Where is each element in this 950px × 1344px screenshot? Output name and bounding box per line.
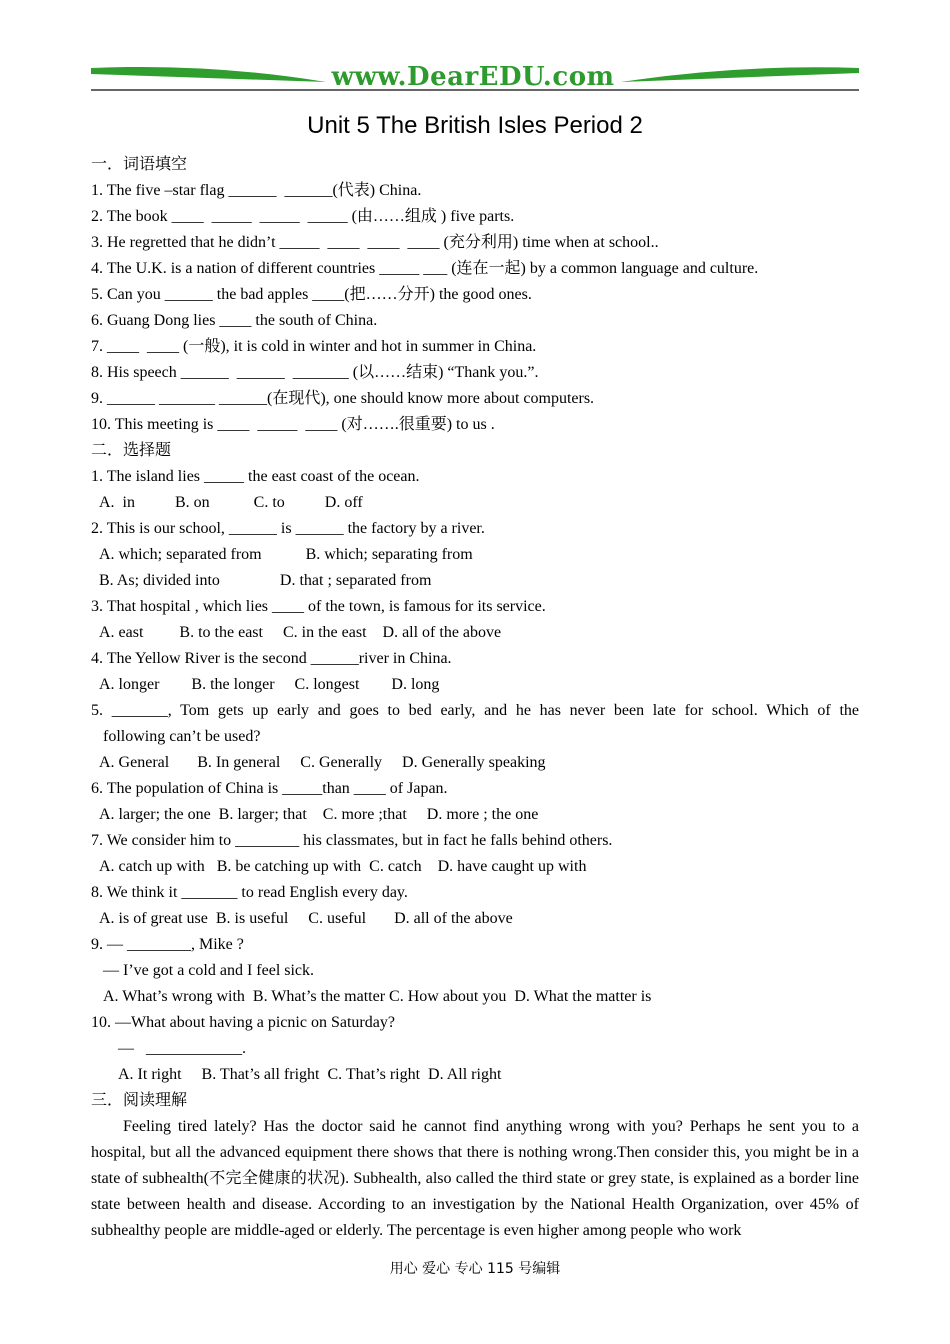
fill-in-item: 5. Can you ______ the bad apples ____(把……分开) the good ones. bbox=[91, 286, 532, 303]
question-continued: following can’t be used? bbox=[103, 728, 261, 745]
fill-in-item: 8. His speech ______ ______ _______ (以……结束) “Thank you.”. bbox=[91, 364, 539, 381]
dialogue-reply: — I’ve got a cold and I feel sick. bbox=[103, 962, 315, 979]
answer-options: A. larger; the one B. larger; that C. more ;that D. more ; the one bbox=[99, 806, 539, 823]
question: 6. The population of China is _____than ____ of Japan. bbox=[91, 780, 448, 797]
question: 5. _______, Tom gets up early and goes to bed early, and he has never been late for school. Which of the bbox=[91, 702, 859, 719]
fill-in-item: 3. He regretted that he didn’t _____ ____ ____ ____ (充分利用) time when at school.. bbox=[91, 234, 659, 251]
question: 1. The island lies _____ the east coast of the ocean. bbox=[91, 468, 420, 485]
fill-in-item: 2. The book ____ _____ _____ _____ (由……组成 ) five parts. bbox=[91, 208, 515, 225]
page-title: Unit 5 The British Isles Period 2 bbox=[307, 112, 643, 139]
answer-options: A. It right B. That’s all fright C. That’s right D. All right bbox=[118, 1066, 502, 1083]
answer-options: A. which; separated from B. which; separating from bbox=[99, 546, 473, 563]
dialogue-reply: — ____________. bbox=[118, 1040, 246, 1057]
answer-options: A. longer B. the longer C. longest D. long bbox=[99, 676, 440, 693]
fill-in-item: 1. The five –star flag ______ ______(代表) China. bbox=[91, 182, 422, 199]
answer-options: A. is of great use B. is useful C. useful D. all of the above bbox=[99, 910, 513, 927]
answer-options: A. catch up with B. be catching up with C. catch D. have caught up with bbox=[99, 858, 587, 875]
answer-options: A. in B. on C. to D. off bbox=[99, 494, 363, 511]
question: 7. We consider him to ________ his classmates, but in fact he falls behind others. bbox=[91, 832, 613, 849]
page-footer: 用心 爱心 专心 115 号编辑 bbox=[389, 1261, 561, 1277]
question: 10. —What about having a picnic on Saturday? bbox=[91, 1014, 395, 1031]
fill-in-item: 9. ______ _______ ______(在现代), one should know more about computers. bbox=[91, 390, 595, 407]
question: 3. That hospital , which lies ____ of the town, is famous for its service. bbox=[91, 598, 546, 615]
section-heading: 二．选择题 bbox=[91, 442, 172, 459]
worksheet-body bbox=[91, 152, 859, 1244]
fill-in-item: 10. This meeting is ____ _____ ____ (对…….很重要) to us . bbox=[91, 416, 495, 433]
site-logo: www.DearEDU.com bbox=[331, 62, 615, 92]
section-heading: 三．阅读理解 bbox=[91, 1092, 188, 1109]
fill-in-item: 7. ____ ____ (一般), it is cold in winter and hot in summer in China. bbox=[91, 338, 537, 355]
reading-passage: Feeling tired lately? Has the doctor said he cannot find anything wrong with you? Perhaps he sent you to a hospital, but all the advanced equipment there shows that there is nothing wrong.Then consider this, you might be in a state of subhealth(不完全健康的状况). Subhealth, also called the third state or grey state, is explained as a border line state between health and disease. According to an investigation by the National Health Organization, over 45% of subhealthy people are middle-aged or elderly. The percentage is even higher among people who work bbox=[91, 1118, 859, 1239]
fill-in-item: 6. Guang Dong lies ____ the south of China. bbox=[91, 312, 378, 329]
question: 8. We think it _______ to read English every day. bbox=[91, 884, 408, 901]
fill-in-item: 4. The U.K. is a nation of different countries _____ ___ (连在一起) by a common language and culture. bbox=[91, 260, 759, 277]
answer-options: A. east B. to the east C. in the east D. all of the above bbox=[99, 624, 502, 641]
question: 2. This is our school, ______ is ______ the factory by a river. bbox=[91, 520, 485, 537]
answer-options: A. General B. In general C. Generally D. Generally speaking bbox=[99, 754, 546, 771]
header-banner bbox=[91, 60, 859, 96]
question: 9. — ________, Mike ? bbox=[91, 936, 244, 953]
answer-options: B. As; divided into D. that ; separated from bbox=[99, 572, 432, 589]
answer-options: A. What’s wrong with B. What’s the matter C. How about you D. What the matter is bbox=[103, 988, 652, 1005]
section-heading: 一．词语填空 bbox=[91, 156, 188, 173]
question: 4. The Yellow River is the second ______river in China. bbox=[91, 650, 452, 667]
